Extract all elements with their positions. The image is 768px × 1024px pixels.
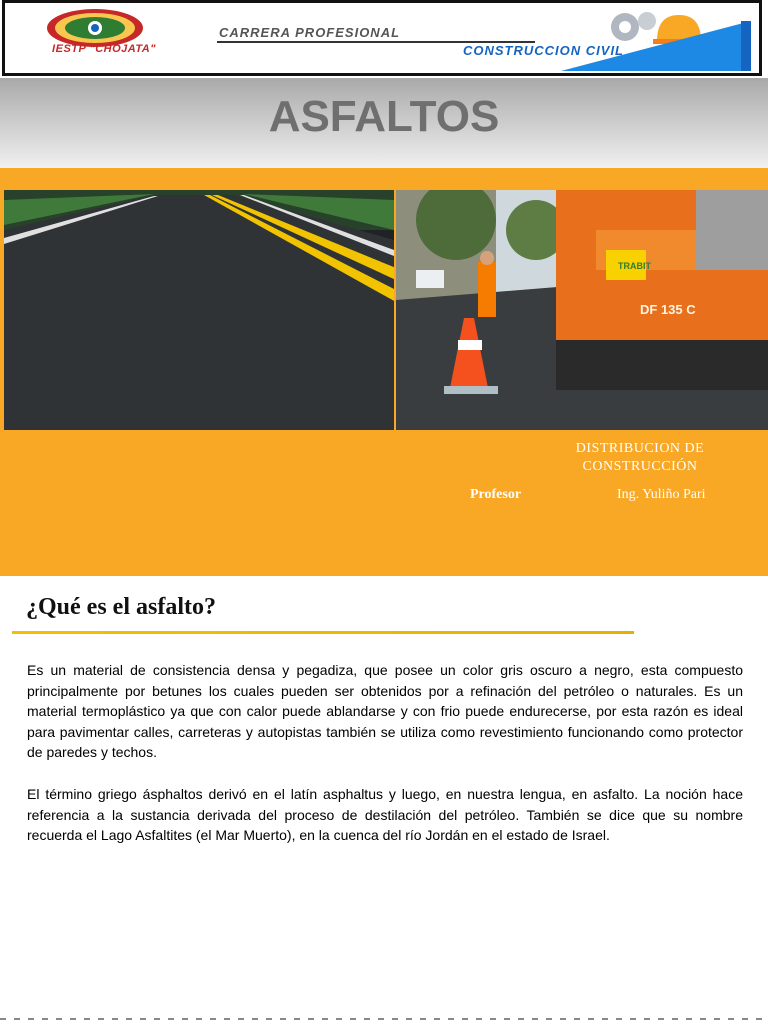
- professor-name: Ing. Yuliño Pari: [617, 487, 706, 502]
- professor-label: Profesor: [470, 487, 522, 502]
- paragraph-etymology: El término griego ásphaltos derivó en el latín asphaltus y luego, en nuestra lengua, en asfalto. La noción hace referencia a la sustancia derivada del proceso de destilación del petróleo. También se dice que su nombre recuerda el Lago Asfaltites (el Mar Muerto), en la cuenca del río Jordán en el estado de Israel.: [27, 786, 743, 843]
- paver-model: DF 135 C: [640, 302, 696, 317]
- course-title: [540, 440, 740, 476]
- road-photo: [4, 190, 394, 430]
- paving-photo: [396, 190, 768, 430]
- career-label: CARRERA PROFESIONAL: [219, 25, 401, 40]
- header-banner: [2, 0, 762, 76]
- course-title-line-2: CONSTRUCCIÓN: [582, 459, 698, 474]
- program-label: CONSTRUCCION CIVIL: [463, 43, 624, 58]
- page-title: ASFALTOS: [268, 92, 500, 141]
- institute-name: IESTP "CHOJATA": [52, 43, 156, 55]
- page-bottom-border: [0, 1018, 768, 1020]
- section-heading: ¿Qué es el asfalto?: [26, 594, 216, 620]
- paver-brand: TRABIT: [618, 261, 651, 271]
- paragraph-definition: Es un material de consistencia densa y pegadiza, que posee un color gris oscuro a negro, esta compuesto principalmente por betunes los cuales pueden ser obtenidos por a refinación del petróleo o naturales. Es un material termoplástico ya que con calor puede ablandarse y con frio puede endurecerse, por esta razón es ideal para pavimentar calles, carreteras y autopistas también se utiliza como revestimiento funcionando como protector de paredes y techos.: [27, 662, 743, 760]
- heading-underline: [12, 631, 634, 634]
- course-title-line-1: DISTRIBUCION DE: [575, 441, 705, 456]
